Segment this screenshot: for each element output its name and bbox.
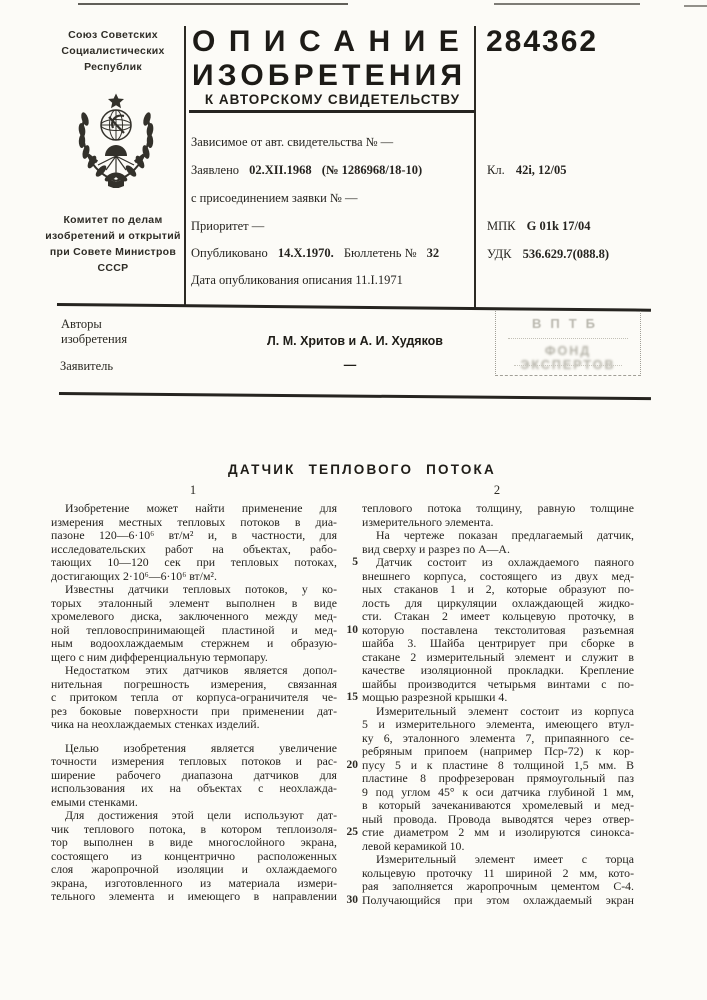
body-line: сти. Стакан 2 имеет кольцевую проточку, в — [362, 609, 634, 623]
body-column-right — [362, 502, 634, 907]
body-line: пластине 8 профрезерован прямоугольный паз — [362, 771, 634, 785]
sun-icon — [105, 145, 127, 156]
star-icon — [108, 94, 124, 109]
stamp-divider — [508, 338, 628, 339]
body-line: ной тепловоспринимающей пластиной и мед- — [51, 622, 337, 637]
body-line: Для достижения этой цели используют дат- — [65, 808, 337, 822]
ipc-value: G 01k 17/04 — [526, 219, 591, 233]
doc-type-title: ИЗОБРЕТЕНИЯ — [192, 59, 467, 92]
body-line: измерения местных тепловых потоков в диа- — [51, 514, 337, 529]
gutter-line-number: 5 — [352, 556, 358, 568]
body-line: пусу 5 и к пластине 8 толщиной 1,5 мм. В — [362, 757, 634, 772]
body-line: чик теплового потока, в котором теплоизоля- — [51, 821, 337, 836]
filed-label: Заявлено — [191, 163, 240, 177]
stamp-text: ВПТБ — [531, 316, 605, 331]
body-line: экрана, изготовленного из материала измери- — [51, 875, 337, 890]
bulletin-label: Бюллетень № — [343, 246, 417, 260]
filed-date: 02.XII.1968 — [249, 163, 312, 177]
body-column-left — [51, 502, 337, 904]
committee-line: при Совете Министров — [49, 246, 177, 258]
body-line: Измерительный элемент имеет с торца — [376, 852, 634, 866]
body-line: шайба 3. Шайба центрирует при сборке в — [362, 636, 634, 650]
description-date-line: Дата опубликования описания 11.I.1971 — [191, 273, 403, 287]
patent-number: 284362 — [486, 25, 599, 58]
body-line: состоящего из концентрично расположенных — [51, 848, 337, 863]
committee-line: изобретений и открытий — [45, 230, 181, 242]
udc-value: 536.629.7(088.8) — [522, 247, 610, 261]
body-line: использования их на объектах с неохлажда- — [51, 781, 337, 795]
divider-right — [474, 26, 476, 308]
body-line: емыми стенками. — [51, 794, 138, 809]
body-line: точности измерения тепловых потоков и рас- — [51, 754, 337, 768]
body-line: кольцевую проточку 11 шириной 2 мм, кото- — [362, 865, 634, 880]
body-line: щего с ним дифференциальную термопару. — [51, 649, 268, 664]
column-1-header: 1 — [189, 483, 197, 497]
body-line: торых эталонный элемент выполнен в виде — [51, 595, 337, 610]
udc-line — [487, 247, 609, 262]
body-line: которую поставлена текстолитовая разъемная — [362, 622, 634, 637]
body-line: внешнего корпуса, состоящего из двух мед- — [362, 568, 634, 583]
authors-label: Авторы — [61, 317, 102, 331]
body-line: тор выполнен в виде многослойного экрана, — [51, 835, 337, 849]
body-line: ребряным припоем (например Пср-72) к кор- — [362, 744, 634, 758]
filed-number: (№ 1286968/18-10) — [321, 163, 423, 177]
body-line: стакане 2 измерительный элемент и служит в — [362, 649, 634, 664]
subtype-rule — [189, 110, 475, 113]
filed-line — [191, 163, 422, 178]
body-line: мощью разрезной крышки 4. — [362, 690, 508, 704]
body-line: На чертеже показан предлагаемый датчик, — [376, 528, 634, 542]
issuing-state-line: Социалистических — [61, 45, 165, 57]
body-line: тающих 10—120 сек при тепловых потоках, — [51, 555, 337, 569]
body-line: чика на неохлаждаемых стенках изделий. — [51, 717, 260, 731]
published-label: Опубликовано — [191, 246, 268, 260]
body-line: стие диаметром 2 мм и изолируются синокса- — [362, 825, 634, 839]
gutter-line-number: 20 — [346, 758, 358, 771]
body-line: лость для циркуляции охлаждающей жидко- — [362, 595, 634, 610]
published-date: 14.X.1970. — [277, 246, 334, 260]
body-line: рая заполняется жаропрочным цементом С-4. — [362, 879, 634, 893]
body-line: с притоком тепла от корпуса-ограничителя че- — [51, 690, 337, 704]
body-line: ный провода. Провода выводятся через отвер- — [362, 811, 634, 826]
body-line: Получающийся при этом охлаждаемый экран — [362, 892, 634, 907]
issuing-state-line: Союз Советских — [68, 29, 158, 41]
invention-title: ДАТЧИК ТЕПЛОВОГО ПОТОКА — [228, 462, 496, 477]
ussr-emblem — [70, 92, 162, 188]
body-line: Изобретение может найти применение для — [65, 501, 337, 515]
body-line: Измерительный элемент состоит из корпуса — [376, 703, 634, 718]
doc-type-title: ОПИСАНИЕ — [192, 25, 473, 58]
body-line: 9 под углом 45° к оси датчика глубиной 1 мм, — [362, 784, 634, 799]
ipc-line — [487, 219, 591, 234]
applicant-value: — — [343, 358, 357, 372]
committee-line: СССР — [97, 262, 129, 274]
body-line: качестве изоляционной прокладки. Крепление — [362, 663, 634, 677]
scan-artifact — [684, 5, 707, 7]
class-line — [487, 163, 567, 178]
body-line: вид сверху и разрез по А—А. — [362, 541, 510, 556]
body-line: Датчик состоит из охлаждаемого паяного — [376, 555, 634, 569]
class-label: Кл. — [487, 163, 505, 177]
body-line: ку 6, эталонного элемента 7, припаянного се- — [362, 730, 634, 745]
body-line: ным водоохлаждаемым стержнем и образую- — [51, 636, 337, 650]
body-line: теплового потока толщину, равную толщине — [362, 501, 634, 515]
ipc-label: МПК — [487, 219, 516, 233]
dependent-line: Зависимое от авт. свидетельства № — — [191, 135, 394, 149]
body-line: Известны датчики тепловых потоков, у ко- — [65, 582, 337, 596]
authors-label: изобретения — [61, 332, 128, 346]
body-line: Недостатком этих датчиков является допол- — [65, 663, 337, 677]
gutter-line-number: 30 — [346, 893, 358, 906]
body-line: в который зачеканиваются хромелевый и мед- — [362, 798, 634, 812]
bulletin-number: 32 — [426, 246, 440, 260]
gutter-line-number: 25 — [346, 826, 358, 838]
scan-artifact — [494, 3, 640, 5]
scan-artifact — [78, 3, 348, 5]
stamp-text: ФОНД ЭКСПЕРТОВ — [520, 344, 616, 372]
gutter-line-number: 15 — [346, 691, 358, 703]
body-line: нительная погрешность измерения, связанная — [51, 676, 337, 691]
body-line: исследовательских работ на объектах, рабо- — [51, 541, 337, 556]
committee-line: Комитет по делам — [63, 214, 163, 226]
body-line: Целью изобретения является увеличение — [65, 740, 337, 755]
stamp-divider — [514, 365, 622, 366]
body-line: пазоне 120—6·10⁶ вт/м² и, в частности, для — [51, 528, 337, 542]
gutter-line-number: 10 — [346, 623, 358, 636]
body-line: левой керамикой 10. — [362, 838, 465, 853]
addition-line: с присоединением заявки № — — [191, 191, 358, 205]
body-line: шайбы производится четырьмя винтами с по- — [362, 676, 634, 691]
published-line — [191, 246, 439, 261]
body-line: ширение рабочего диапазона датчиков для — [51, 767, 337, 782]
body-line: рез боковые поверхности при применении дат- — [51, 703, 337, 718]
body-line: тельного элемента и имеющего в направлении — [51, 889, 337, 903]
body-line: слоя жаропрочной изоляции и охлаждаемого — [51, 862, 337, 876]
issuing-state-line: Республик — [84, 61, 142, 73]
class-value: 42i, 12/05 — [515, 163, 567, 177]
column-2-header: 2 — [493, 483, 501, 497]
body-line: хромелевого диска, заключенного между мед- — [51, 609, 337, 623]
body-line: ных стаканов 1 и 2, которые образуют по- — [362, 582, 634, 596]
priority-line: Приоритет — — [191, 219, 265, 233]
authors-names: Л. М. Хритов и А. И. Худяков — [267, 334, 443, 348]
body-line: достигающих 2·10⁶—6·10⁶ вт/м². — [51, 568, 217, 583]
doc-subtype: К АВТОРСКОМУ СВИДЕТЕЛЬСТВУ — [204, 92, 461, 107]
applicant-label: Заявитель — [60, 359, 114, 373]
paragraph-gap — [51, 732, 337, 742]
body-line: измерительного элемента. — [362, 514, 494, 529]
library-stamp — [495, 311, 641, 376]
divider-left — [184, 26, 186, 306]
udc-label: УДК — [487, 247, 512, 261]
authors-rule-bottom — [59, 392, 651, 400]
body-line: 5 и измерительного элемента, имеющего втул- — [362, 717, 634, 731]
